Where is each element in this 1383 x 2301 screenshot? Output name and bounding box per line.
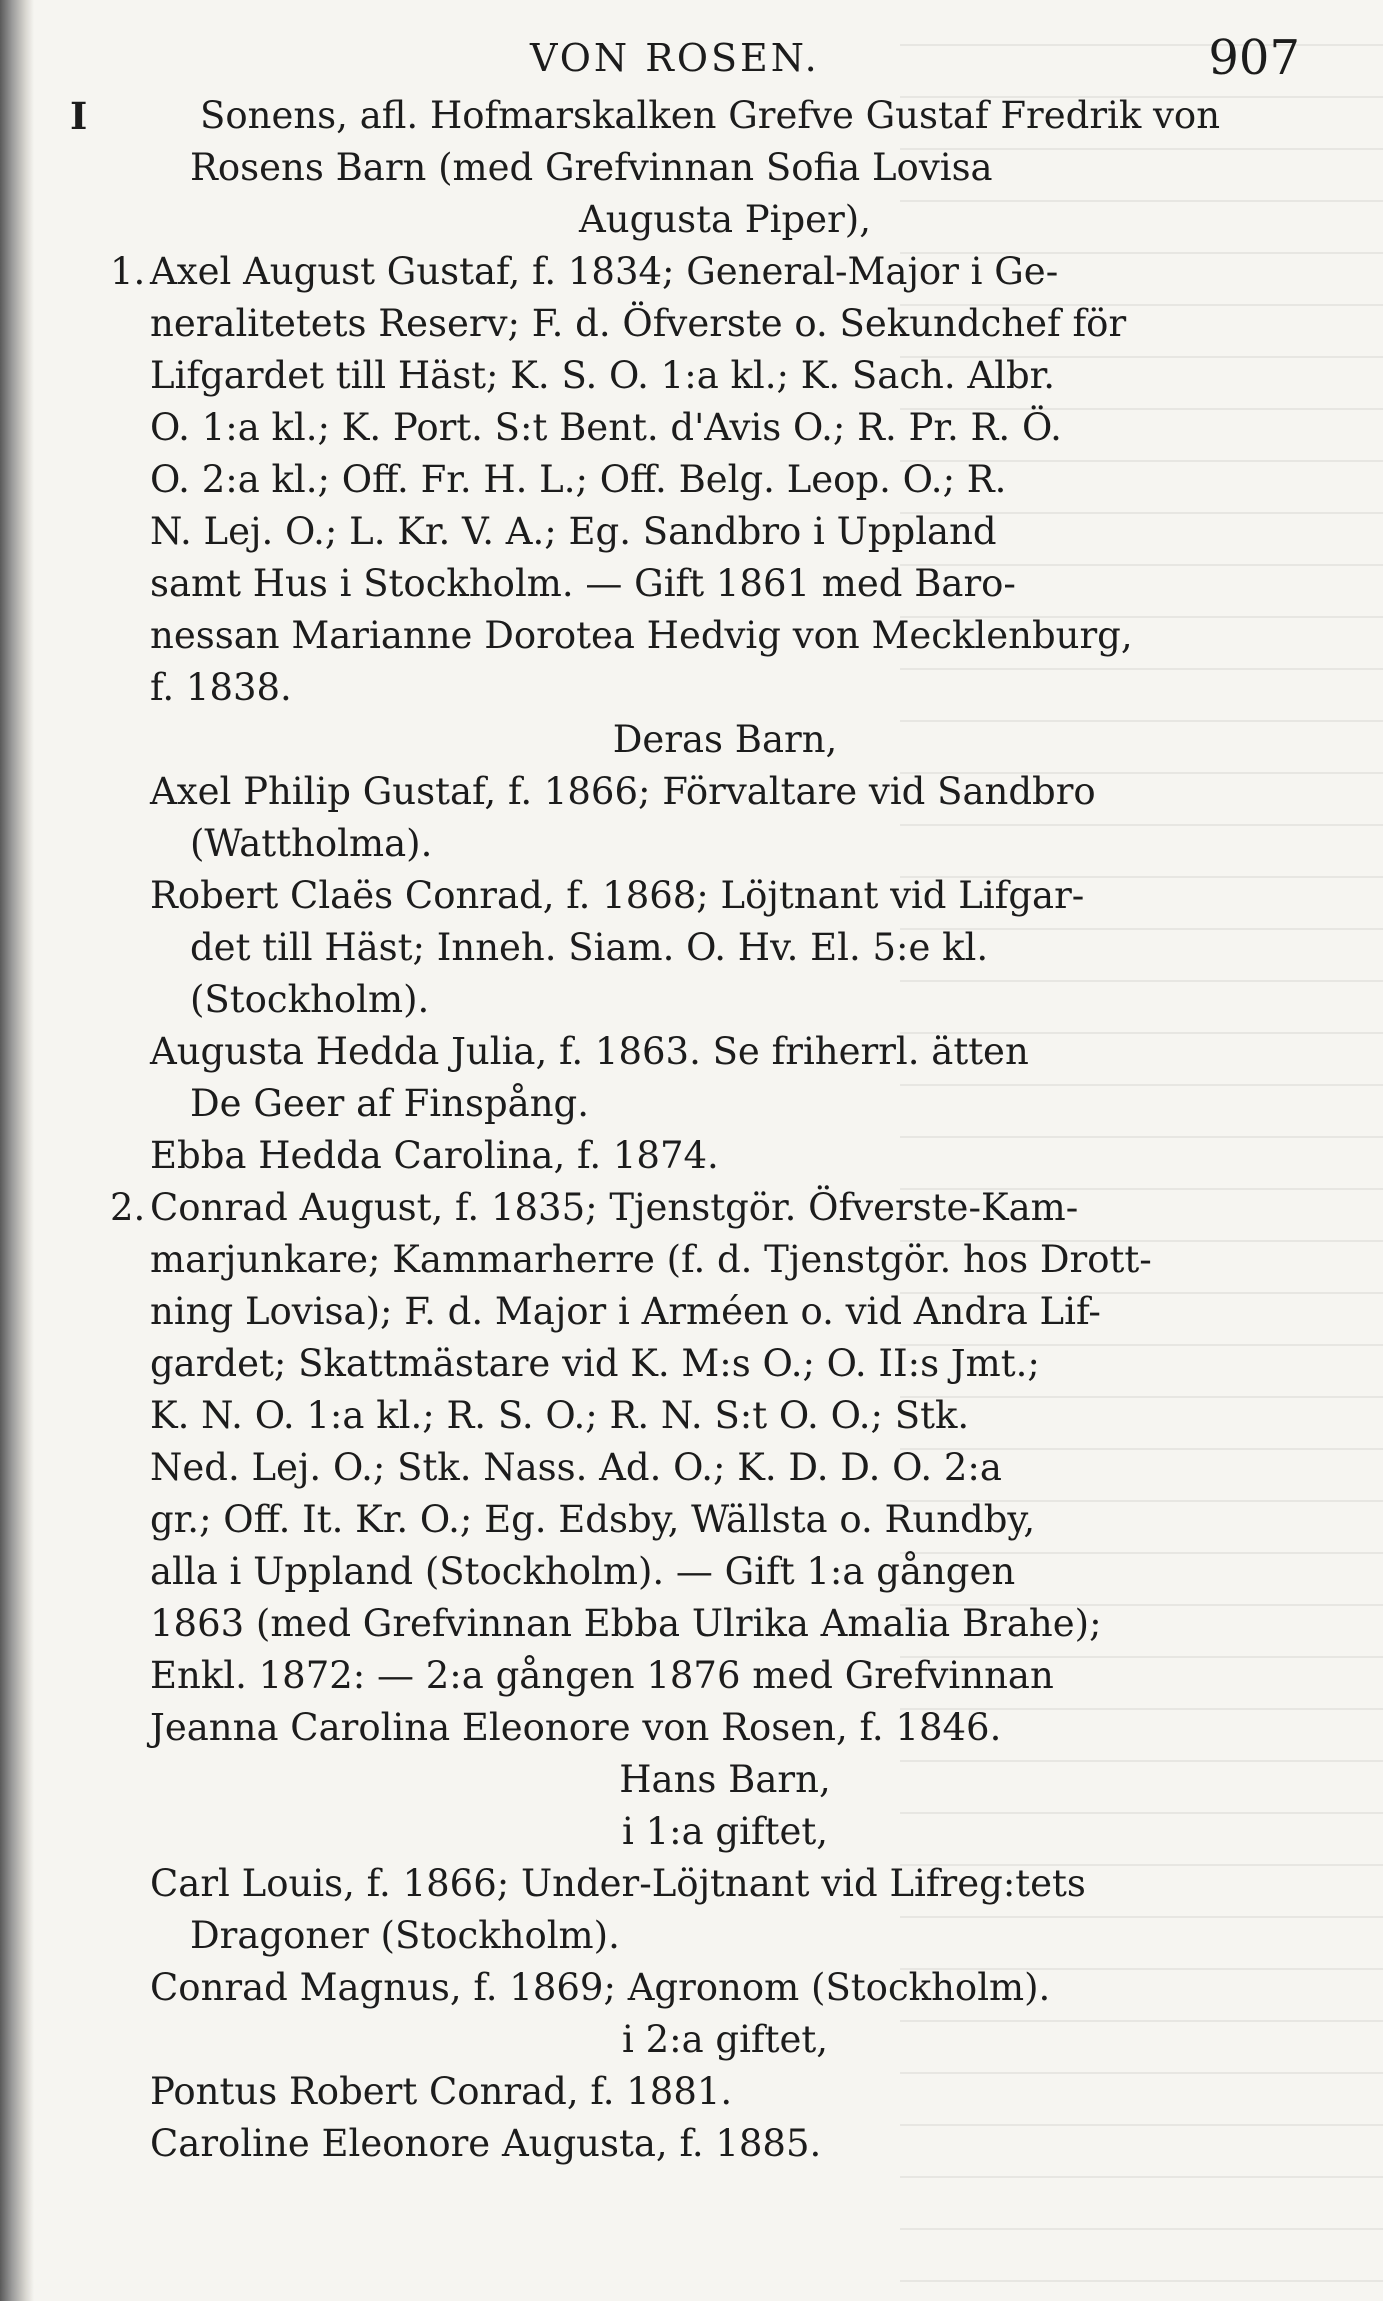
line-text: 1863 (med Grefvinnan Ebba Ulrika Amalia Brahe); (150, 1602, 1102, 1645)
line-text: det till Häst; Inneh. Siam. O. Hv. El. 5:e kl. (190, 926, 989, 969)
line-text: N. Lej. O.; L. Kr. V. A.; Eg. Sandbro i Uppland (150, 510, 997, 553)
page-header (150, 30, 1300, 90)
line-text: Robert Claës Conrad, f. 1868; Löjtnant vid Lifgar- (150, 874, 1085, 917)
text-line (150, 1130, 1300, 1182)
line-text: Carl Louis, f. 1866; Under-Löjtnant vid Lifreg:tets (150, 1862, 1086, 1905)
line-text: Deras Barn, (612, 718, 838, 761)
line-text: Axel August Gustaf, f. 1834; General-Major i Ge- (150, 250, 1059, 293)
text-line (150, 870, 1300, 922)
line-text: gr.; Off. It. Kr. O.; Eg. Edsby, Wällsta o. Rundby, (150, 1498, 1036, 1541)
text-line (150, 1026, 1300, 1078)
text-line (150, 142, 1300, 194)
text-line (150, 1598, 1300, 1650)
line-text: i 2:a giftet, (621, 2018, 829, 2061)
text-line (150, 610, 1300, 662)
text-line (150, 714, 1300, 766)
text-line (150, 1078, 1300, 1130)
line-text: (Stockholm). (190, 978, 430, 1021)
entry-number: 1. (110, 250, 146, 293)
line-marker: I (70, 94, 88, 138)
text-line (110, 246, 1300, 298)
text-line (150, 1650, 1300, 1702)
text-line (150, 402, 1300, 454)
line-text: Hans Barn, (619, 1758, 831, 1801)
text-line (150, 298, 1300, 350)
text-line (150, 662, 1300, 714)
text-line (150, 1234, 1300, 1286)
text-line (150, 2118, 1300, 2170)
text-line (150, 818, 1300, 870)
text-line (150, 1806, 1300, 1858)
text-line (150, 1338, 1300, 1390)
text-line (150, 766, 1300, 818)
line-text: Sonens, afl. Hofmarskalken Grefve Gustaf Fredrik von (200, 94, 1221, 137)
text-line (70, 90, 1300, 142)
text-line (110, 1182, 1300, 1234)
text-line (150, 1390, 1300, 1442)
line-text: Pontus Robert Conrad, f. 1881. (150, 2070, 733, 2113)
text-line (150, 1858, 1300, 1910)
line-text: neralitetets Reserv; F. d. Öfverste o. Sekundchef för (150, 302, 1127, 345)
text-line (150, 350, 1300, 402)
text-line (150, 1754, 1300, 1806)
text-line (150, 1286, 1300, 1338)
line-text: Enkl. 1872: — 2:a gången 1876 med Grefvinnan (150, 1654, 1054, 1697)
text-line (150, 1910, 1300, 1962)
line-text: gardet; Skattmästare vid K. M:s O.; O. II:s Jmt.; (150, 1342, 1040, 1385)
line-text: Conrad Magnus, f. 1869; Agronom (Stockholm). (150, 1966, 1051, 2009)
entry-number: 2. (110, 1186, 146, 1229)
text-line (150, 1546, 1300, 1598)
text-line (150, 2014, 1300, 2066)
text-line (150, 506, 1300, 558)
page-number: 907 (1208, 30, 1300, 86)
line-text: Axel Philip Gustaf, f. 1866; Förvaltare vid Sandbro (150, 770, 1096, 813)
line-text: Augusta Hedda Julia, f. 1863. Se friherrl. ätten (150, 1030, 1029, 1073)
text-body (70, 90, 1300, 2170)
line-text: Dragoner (Stockholm). (190, 1914, 620, 1957)
line-text: Lifgardet till Häst; K. S. O. 1:a kl.; K. Sach. Albr. (150, 354, 1056, 397)
line-text: K. N. O. 1:a kl.; R. S. O.; R. N. S:t O. O.; Stk. (150, 1394, 970, 1437)
line-text: i 1:a giftet, (621, 1810, 829, 1853)
text-line (150, 454, 1300, 506)
book-page (70, 30, 1300, 2170)
text-line (150, 1962, 1300, 2014)
line-text: nessan Marianne Dorotea Hedvig von Mecklenburg, (150, 614, 1133, 657)
line-text: Augusta Piper), (579, 198, 871, 241)
text-line (150, 1494, 1300, 1546)
text-line (150, 974, 1300, 1026)
line-text: marjunkare; Kammarherre (f. d. Tjenstgör. hos Drott- (150, 1238, 1152, 1281)
line-text: ning Lovisa); F. d. Major i Arméen o. vid Andra Lif- (150, 1290, 1101, 1333)
line-text: Ned. Lej. O.; Stk. Nass. Ad. O.; K. D. D. O. 2:a (150, 1446, 1002, 1489)
book-binding-shadow (0, 0, 34, 2301)
line-text: O. 1:a kl.; K. Port. S:t Bent. d'Avis O.; R. Pr. R. Ö. (150, 406, 1062, 449)
line-text: Ebba Hedda Carolina, f. 1874. (150, 1134, 719, 1177)
line-text: Caroline Eleonore Augusta, f. 1885. (150, 2122, 822, 2165)
line-text: alla i Uppland (Stockholm). — Gift 1:a gången (150, 1550, 1016, 1593)
text-line (150, 2066, 1300, 2118)
text-line (150, 558, 1300, 610)
line-text: Rosens Barn (med Grefvinnan Sofia Lovisa (190, 146, 993, 189)
line-text: (Wattholma). (190, 822, 433, 865)
line-text: Jeanna Carolina Eleonore von Rosen, f. 1846. (150, 1706, 1002, 1749)
text-line (150, 1442, 1300, 1494)
line-text: Conrad August, f. 1835; Tjenstgör. Öfverste-Kam- (150, 1186, 1079, 1229)
line-text: O. 2:a kl.; Off. Fr. H. L.; Off. Belg. Leop. O.; R. (150, 458, 1007, 501)
running-head: VON ROSEN. (530, 36, 820, 80)
line-text: De Geer af Finspång. (190, 1082, 589, 1125)
text-line (150, 1702, 1300, 1754)
text-line (150, 194, 1300, 246)
line-text: f. 1838. (150, 666, 292, 709)
line-text: samt Hus i Stockholm. — Gift 1861 med Baro- (150, 562, 1016, 605)
text-line (150, 922, 1300, 974)
